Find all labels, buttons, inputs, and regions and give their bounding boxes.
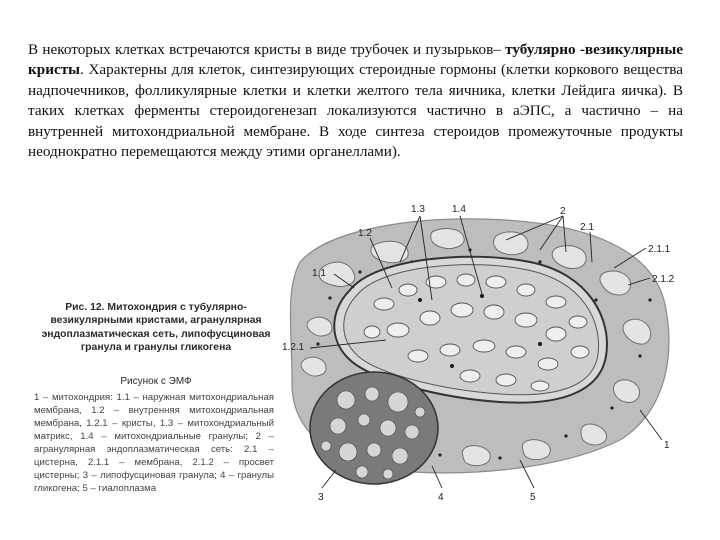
- paragraph-intro: В некоторых клетках встречаются кристы в виде трубочек и пузырьков–: [28, 41, 506, 58]
- label-2-1-2: 2.1.2: [652, 274, 675, 285]
- label-1-3: 1.3: [411, 204, 425, 215]
- label-1-1: 1.1: [312, 268, 326, 279]
- figure-legend: 1 – митохондрия: 1.1 – наружная митохондриальная мембрана, 1.2 – внутренняя митохондриальная мембрана, 1.2.1 – кристы, 1.3 – митохондриальный матрикс, 1.4 – митохондриальные гранулы; 2 – агранулярная эндоплазматическая сеть: 2.1 – цистерна, 2.1.1 – мембрана, 2.1.2 – просвет цистерны; 3 – липофусциновая гранула; 4 – гранулы гликогена; 5 – гиалоплазма: [34, 392, 274, 494]
- label-2-1-1: 2.1.1: [648, 244, 671, 255]
- label-1: 1: [664, 440, 670, 451]
- figure-caption-title: Рис. 12. Митохондрия с тубулярно-везикулярными кристами, агранулярная эндоплазматическая сеть, липофусциновая гранула и гранулы гликогена: [41, 302, 271, 354]
- label-1-4: 1.4: [452, 204, 466, 215]
- label-4: 4: [438, 492, 444, 503]
- label-3: 3: [318, 492, 324, 503]
- label-2: 2: [560, 206, 566, 217]
- paragraph-term: тубулярно -везикулярные кристы: [28, 41, 683, 79]
- label-2-1: 2.1: [580, 222, 594, 233]
- label-5: 5: [530, 492, 536, 503]
- label-1-2-1: 1.2.1: [282, 342, 305, 353]
- figure-caption-subtitle: Рисунок с ЭМФ: [120, 376, 192, 387]
- paragraph-rest: . Характерны для клеток, синтезирующих стероидные гормоны (клетки коркового вещества надпочечников, фолликулярные клетки и клетки желтого тела яичника, клетки Лейдига яичка). В таких клетках ферменты стероидогенезап локализуются частично в аЭПС, а частично – на внутренней митохондриальной мембране. В ходе синтеза стероидов промежуточные продукты неоднократно перемещаются между этими органеллами).: [28, 61, 683, 161]
- label-1-2: 1.2: [358, 228, 372, 239]
